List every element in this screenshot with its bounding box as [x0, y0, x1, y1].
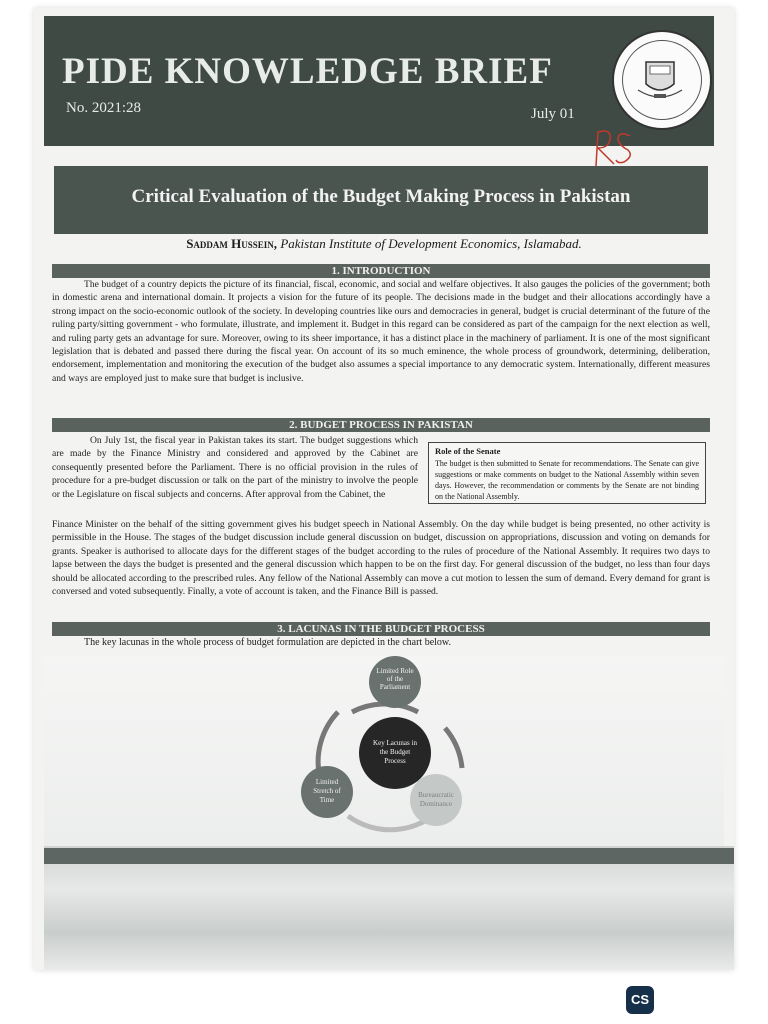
section-3-heading: 3. LACUNAS IN THE BUDGET PROCESS: [277, 623, 485, 635]
top-label-1: Limited Role: [376, 667, 414, 675]
issue-date: July 01: [531, 106, 575, 122]
arc-right: [445, 728, 462, 768]
handwritten-initials: [588, 126, 636, 170]
top-label-3: Parliament: [379, 683, 411, 691]
camscanner-logo-icon: CS: [626, 986, 654, 1014]
issue-number: No. 2021:28: [66, 100, 141, 116]
role-of-senate-box: [428, 442, 706, 504]
byline: [44, 236, 724, 252]
bottom-section-bar: [44, 848, 734, 864]
budget-process-paragraph-full: Finance Minister on the behalf of the sitting government gives his budget speech in National Assembly. On the day while budget is being presented, no other activity is permissible in the House. The stages of the budget discussion include general discussion on budget, discussion on appropriations, discussion and voting on demands for grants. Speaker is authorised to allocate days for the different stages of the budget according to the rules of procedure of the National Assembly. It requires two days to lapse between the days the budget is presented and the general discussion which happen to be on the first day. For general discussion of the budget, no less than four days should be allocated according to the prescribed rules. Any fellow of the National Assembly can move a cut motion to lessen the sum of demand. Every demand for grant is conversed and voted subsequently. Finally, a vote of account is taken, and the Finance Bill is passed.: [52, 519, 710, 598]
center-label-3: Process: [384, 757, 406, 765]
right-label-2: Dominance: [419, 800, 453, 808]
center-label-1: Key Lacunas in: [373, 739, 417, 747]
section-2-heading: 2. BUDGET PROCESS IN PAKISTAN: [289, 419, 473, 431]
brief-title: PIDE KNOWLEDGE BRIEF: [62, 51, 553, 92]
section-heading-lacunas: [52, 622, 710, 636]
article-title-banner: [54, 166, 708, 234]
budget-process-paragraph-left: On July 1st, the fiscal year in Pakistan takes its start. The budget suggestions which are made by the Finance Ministry and considered and approved by the Cabinet are consequently presented before the Parliament. There is no official provision in the rules of procedure for a pre-budget discussion or talk on the part of the ministry to involve the people or the Legislature on fiscal subjects and concerns. After approval from the Cabinet, the: [52, 435, 418, 500]
author-affiliation: Pakistan Institute of Development Economics, Islamabad.: [280, 236, 582, 251]
left-label-1: Limited: [315, 778, 339, 786]
section-heading-introduction: [52, 264, 710, 278]
institute-seal-logo: [612, 30, 712, 130]
left-label-3: Time: [319, 796, 335, 804]
lacunas-intro: The key lacunas in the whole process of budget formulation are depicted in the chart below.: [84, 637, 452, 648]
left-label-2: Stretch of: [313, 787, 341, 795]
blurred-bottom-area: [44, 846, 734, 970]
senate-box-text: The budget is then submitted to Senate for recommendations. The Senate can give suggestions or make comments on budget to the National Assembly within seven days. However, the recommendation or comments by the Senate are not binding on the National Assembly.: [435, 459, 699, 501]
top-label-2: of the: [386, 675, 404, 683]
article-title: Critical Evaluation of the Budget Making Process in Pakistan: [131, 186, 631, 207]
introduction-paragraph: The budget of a country depicts the picture of its financial, fiscal, economic, and social and welfare objectives. It also gauges the policies of the government; both in domestic arena and international domain. It projects a vision for the future of its people. The decisions made in the budget and their allocations accordingly have a strong impact on the socio-economic outlook of the society. In developing countries like ours and democracies in general, budget is crucial determinant of the future of the ruling party/sitting government - who formulate, illustrate, and implement it. Budget in this regard can be considered as part of the campaign for the next election as well, and ruling party gets an advantage for sure. Moreover, owing to its sheer importance, it has a distinct place in the machinery of parliament. It is one of the most significant legislation that is debated and passed there during the fiscal year. On account of its so much eminence, the whole process of groundwork, determining, deliberation, endorsement, implementation and monitoring the execution of the budget also assumes a special importance to any democratic system. Internationally, different measures and ways are employed just to make sure that budget is inclusive.: [52, 279, 710, 384]
lacunas-cycle-diagram: [290, 650, 480, 840]
section-1-heading: 1. INTRODUCTION: [331, 265, 431, 277]
center-label-2: the Budget: [379, 748, 411, 756]
senate-box-title: Role of the Senate: [435, 446, 501, 456]
author-name: Saddam Hussein,: [186, 236, 278, 251]
section-heading-budget-process: [52, 418, 710, 432]
right-label-1: Bureaucratic: [418, 791, 454, 799]
